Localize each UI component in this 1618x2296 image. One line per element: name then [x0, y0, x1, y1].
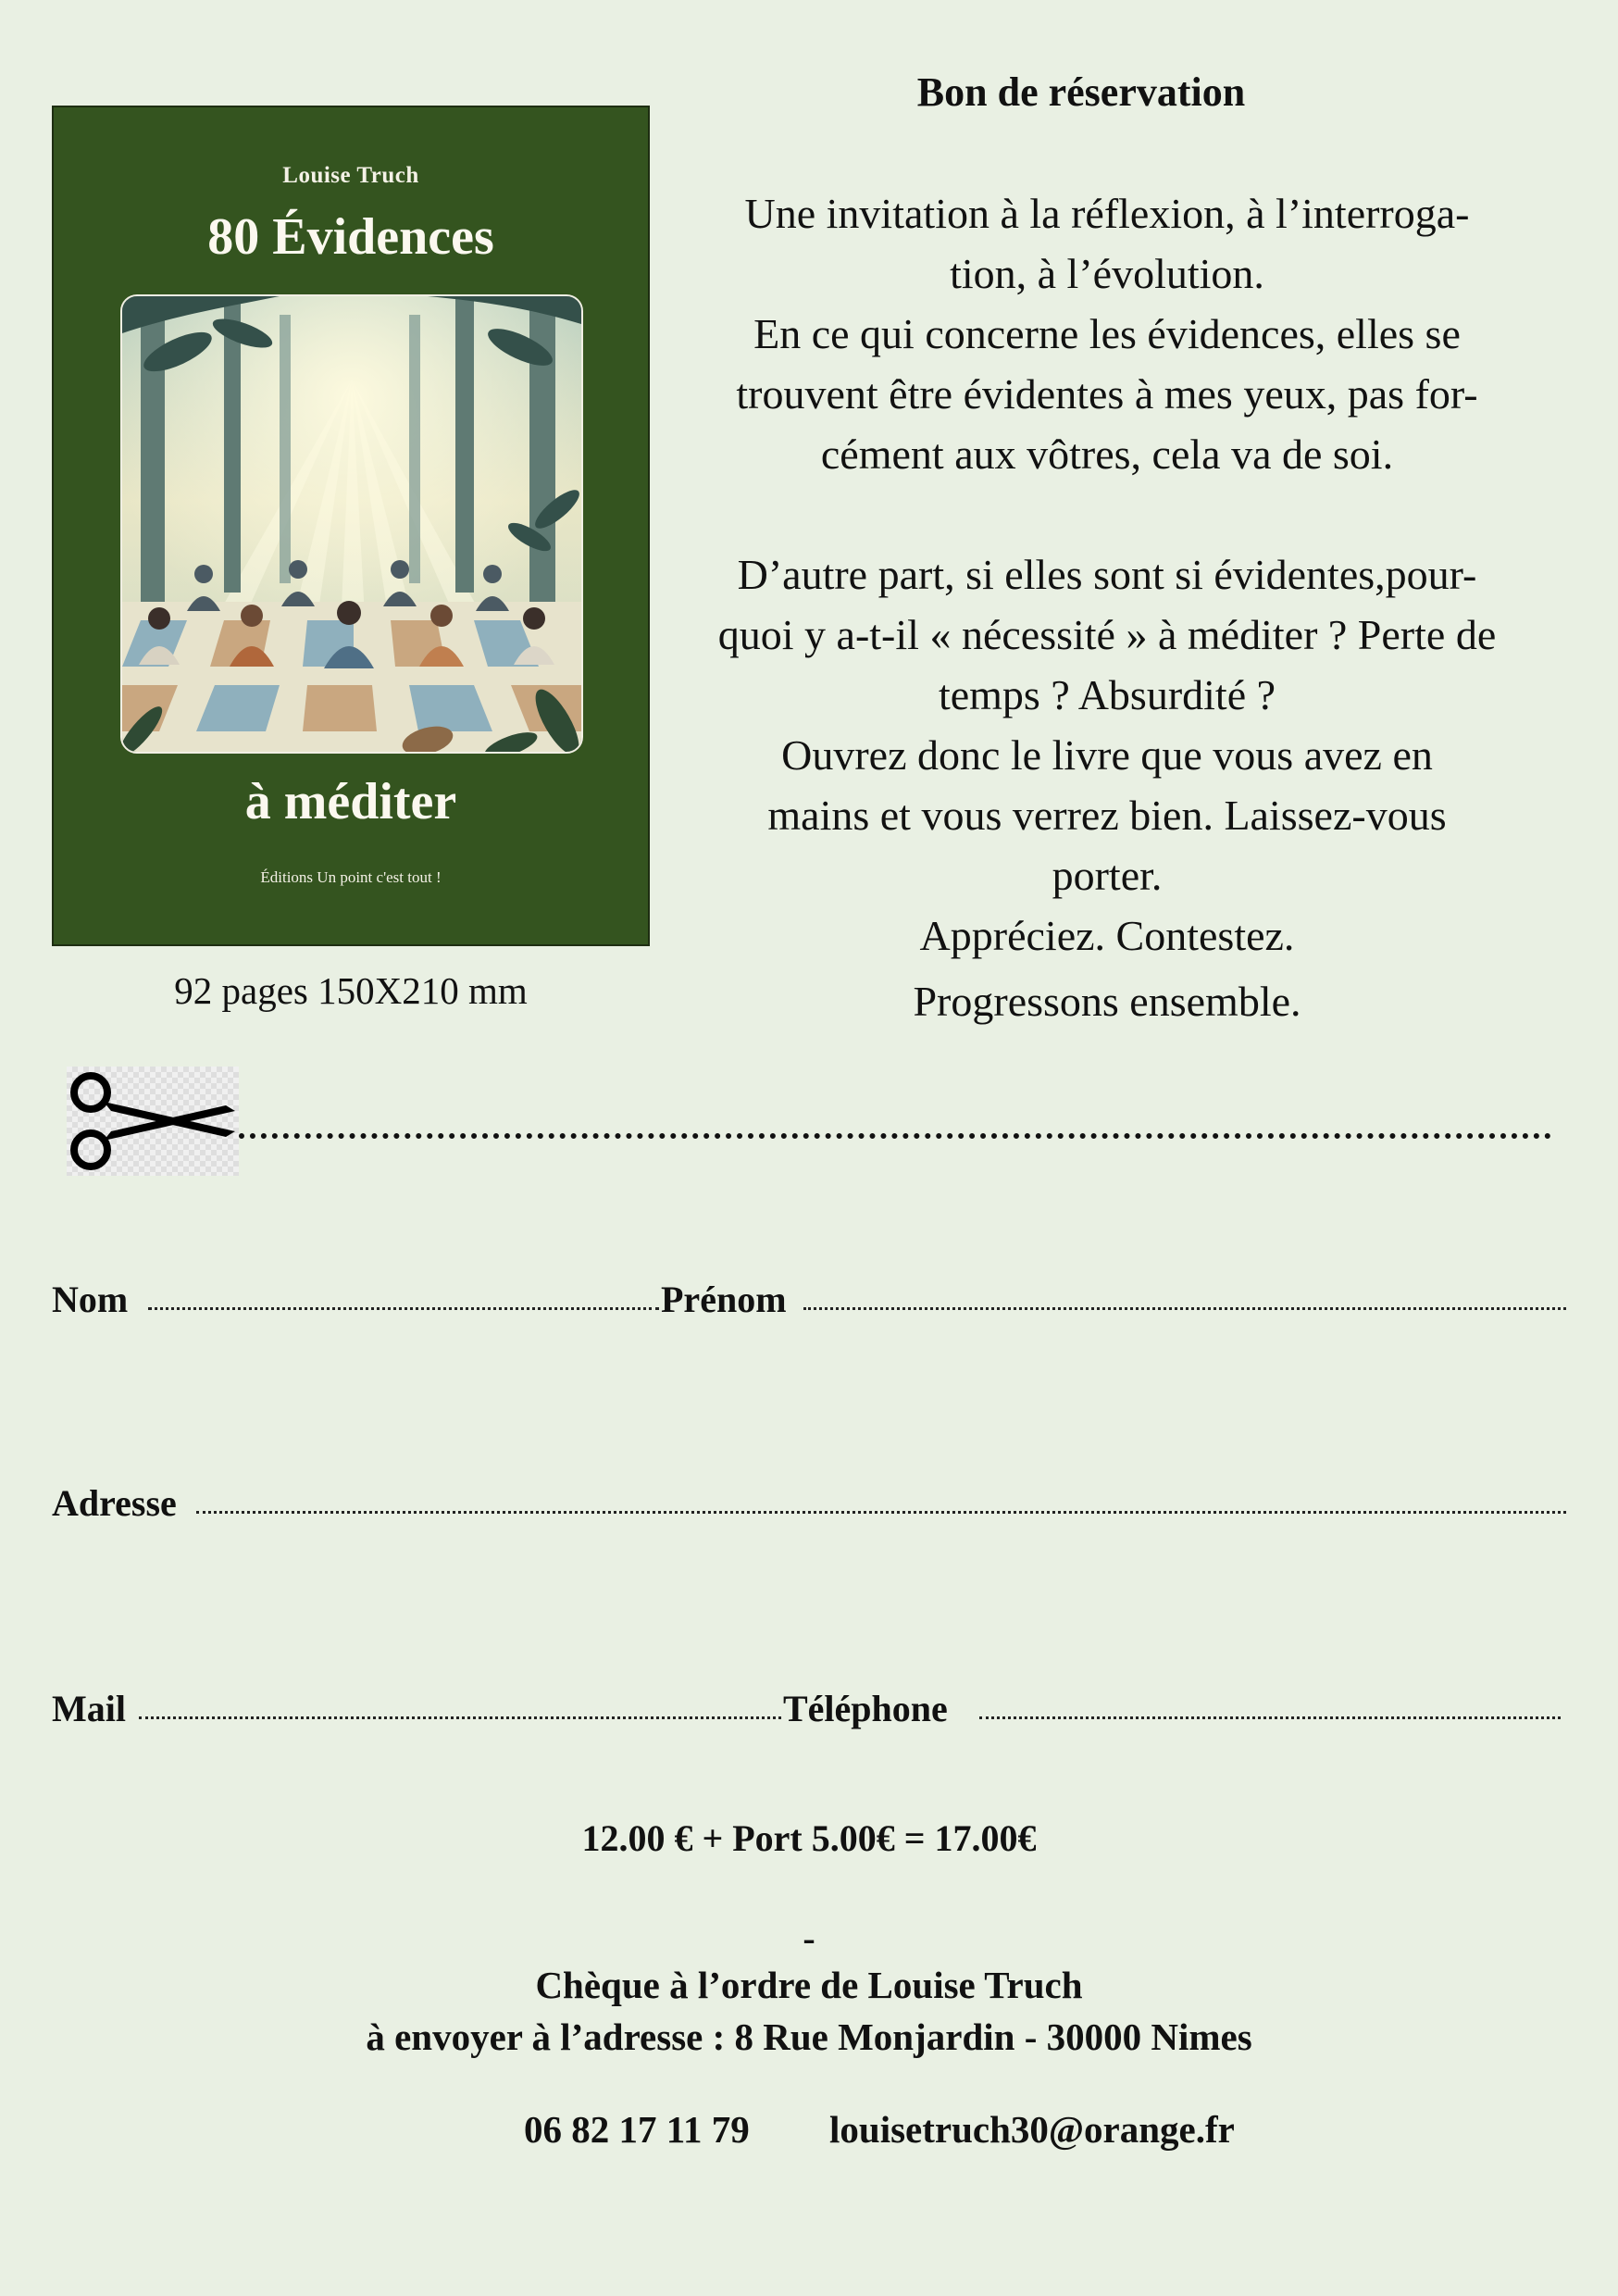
book-cover	[52, 106, 650, 946]
paragraph-gap	[681, 484, 1533, 544]
description-line: Une invitation à la réflexion, à l’interroga-	[744, 190, 1470, 237]
description-line: quoi y a-t-il « nécessité » à méditer ? Perte de	[717, 611, 1497, 658]
email-address[interactable]: louisetruch30@orange.fr	[829, 2108, 1235, 2151]
description-line: tion, à l’évolution.	[950, 250, 1264, 297]
cut-line	[239, 1133, 1551, 1139]
book-specs: 92 pages 150X210 mm	[174, 969, 528, 1012]
cheque-line: Chèque à l’ordre de Louise Truch	[535, 1964, 1083, 2006]
cover-author: Louise Truch	[282, 163, 419, 188]
adresse-field[interactable]	[196, 1511, 1566, 1514]
prenom-label: Prénom	[661, 1279, 787, 1320]
cover-title: 80 Évidences	[207, 208, 494, 266]
scissors-icon	[67, 1067, 239, 1176]
address-line: à envoyer à l’adresse : 8 Rue Monjardin - 30000 Nimes	[366, 2015, 1252, 2058]
nom-field[interactable]	[148, 1307, 659, 1310]
prenom-field[interactable]	[803, 1307, 1566, 1310]
description-line: Appréciez. Contestez.	[919, 912, 1295, 959]
description-line: temps ? Absurdité ?	[938, 671, 1276, 718]
mail-label: Mail	[52, 1688, 126, 1729]
telephone-field[interactable]	[979, 1716, 1561, 1719]
description-line: Ouvrez donc le livre que vous avez en	[781, 731, 1433, 779]
cover-subtitle: à méditer	[244, 773, 457, 830]
description-line: cément aux vôtres, cela va de soi.	[820, 430, 1394, 478]
book-description	[681, 183, 1533, 1031]
description-line: En ce qui concerne les évidences, elles se	[753, 310, 1461, 357]
nom-label: Nom	[52, 1279, 129, 1320]
mail-field[interactable]	[139, 1716, 781, 1719]
cover-publisher: Éditions Un point c'est tout !	[260, 868, 442, 886]
adresse-label: Adresse	[52, 1482, 177, 1524]
description-line: porter.	[1052, 852, 1163, 899]
phone-number: 06 82 17 11 79	[524, 2108, 750, 2151]
description-line: mains et vous verrez bien. Laissez-vous	[767, 792, 1447, 839]
page-title: Bon de réservation	[916, 69, 1246, 115]
description-line: trouvent être évidentes à mes yeux, pas for-	[736, 370, 1478, 418]
separator: -	[803, 1917, 815, 1959]
telephone-label: Téléphone	[783, 1688, 948, 1729]
description-line: D’autre part, si elles sont si évidentes,pour-	[737, 551, 1477, 598]
price-line: 12.00 € + Port 5.00€ = 17.00€	[581, 1817, 1037, 1859]
description-closing: Progressons ensemble.	[913, 978, 1301, 1025]
cover-illustration	[120, 294, 583, 754]
